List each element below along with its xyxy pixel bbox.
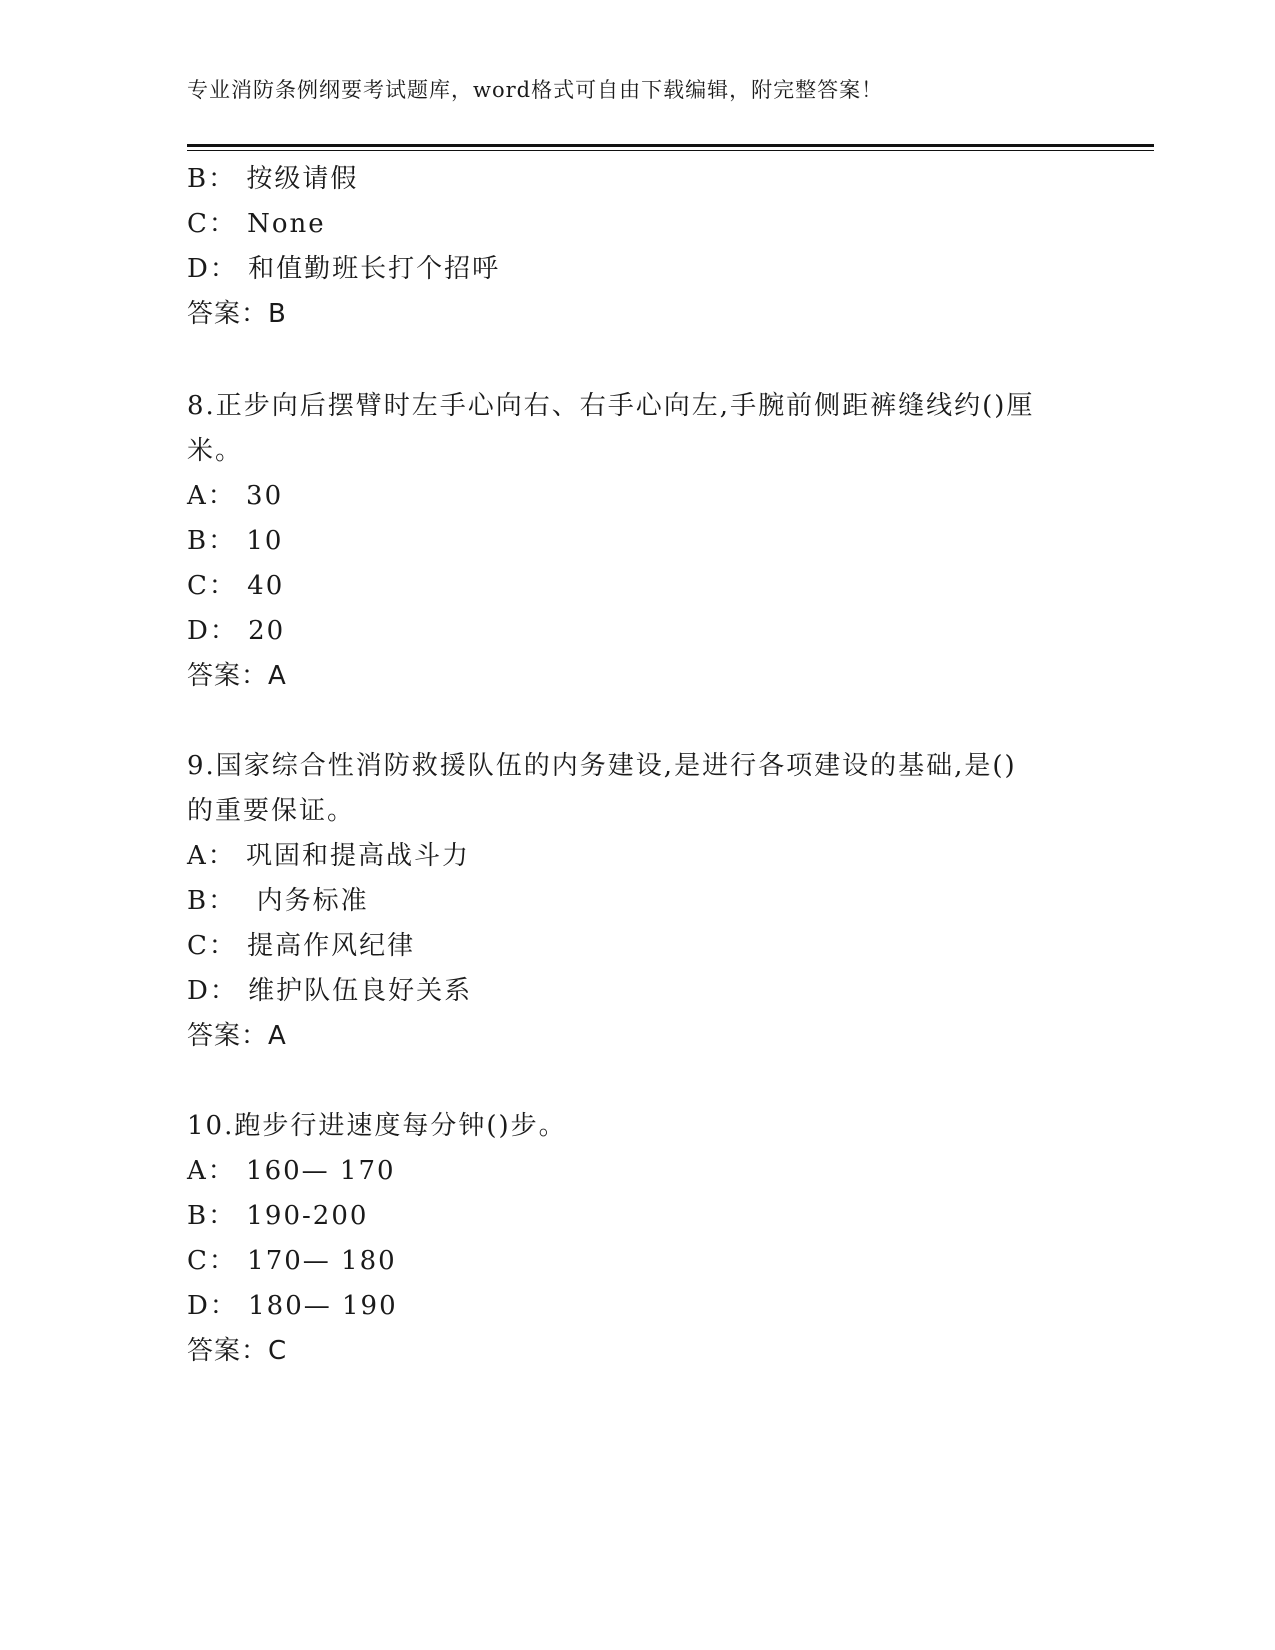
answer: 答案：C <box>187 1336 288 1366</box>
answer: 答案：A <box>187 1021 287 1051</box>
option-b: B： 内务标准 <box>187 886 369 916</box>
question-stem-line-1: 8.正步向后摆臂时左手心向右、右手心向左,手腕前侧距裤缝线约()厘 <box>187 391 1035 421</box>
option-b: B： 10 <box>187 526 284 556</box>
header-rule-thin <box>187 150 1154 151</box>
question-stem-line-2: 的重要保证。 <box>187 796 356 826</box>
header-rule-thick <box>187 144 1154 147</box>
question-stem-line-1: 9.国家综合性消防救援队伍的内务建设,是进行各项建设的基础,是() <box>187 751 1017 781</box>
option-d: D： 20 <box>187 616 286 646</box>
option-d: D： 维护队伍良好关系 <box>187 976 473 1006</box>
option-c: C： 40 <box>187 571 285 601</box>
option-c: C： 提高作风纪律 <box>187 931 416 961</box>
question-stem-line-2: 米。 <box>187 436 244 466</box>
answer: 答案：B <box>187 299 287 329</box>
option-b: B： 按级请假 <box>187 164 359 194</box>
option-a: A： 160— 170 <box>187 1156 396 1186</box>
option-c: C： None <box>187 209 326 239</box>
option-d: D： 和值勤班长打个招呼 <box>187 254 501 284</box>
option-d: D： 180— 190 <box>187 1291 398 1321</box>
option-c: C： 170— 180 <box>187 1246 397 1276</box>
page-header: 专业消防条例纲要考试题库，word格式可自由下载编辑，附完整答案！ <box>187 78 884 102</box>
question-stem-line-1: 10.跑步行进速度每分钟()步。 <box>187 1111 567 1141</box>
option-a: A： 巩固和提高战斗力 <box>187 841 471 871</box>
option-b: B： 190-200 <box>187 1201 369 1231</box>
option-a: A： 30 <box>187 481 284 511</box>
answer: 答案：A <box>187 661 287 691</box>
